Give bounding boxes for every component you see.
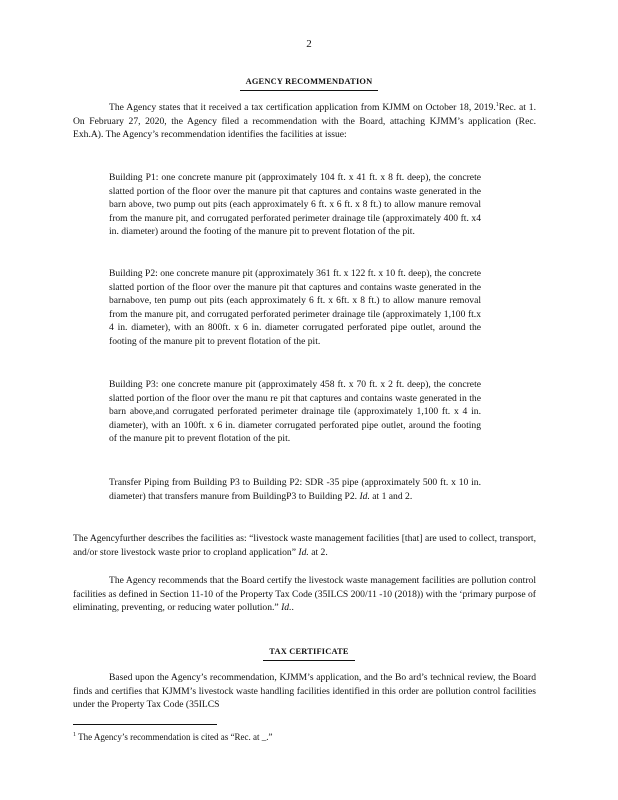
citation-rest: at 2. <box>308 546 328 558</box>
agency-recommends-text: The Agency recommends that the Board certify the livestock waste management facilities are pollution control facilities as defined in Section 11-10 of the Property Tax Code (35ILCS 200/11 -10 (2018)) with the ‘primary purpose of eliminating, preventing, or reducing water pollution.” <box>73 575 536 614</box>
building-p3-block: Building P3: one concrete manure pit (approximately 458 ft. x 70 ft. x 2 ft. deep), the concrete slatted portion of the floor over the manu re pit that captures and contains waste generated in the barn above,and corrugated perforated perimeter drainage tile (approximately 1,100 ft. x 4 in. diameter), with an 100ft. x 6 in. diameter corrugated perforated pipe outlet, around the footing of the manure pit to prevent flotation of the pit. <box>109 379 481 445</box>
agency-recommendation-heading <box>0 75 618 91</box>
intro-text-b: Rec. at 1. On February 27, 2020, the Agency filed a recommendation with the Board, attaching KJMM’s application (Rec. Exh.A). The Agency’s recommendation identifies the facilities at issue: <box>73 102 536 141</box>
footnote-text: The Agency’s recommendation is cited as “Rec. at _.” <box>76 732 273 742</box>
agency-recommends-paragraph <box>73 574 536 615</box>
citation-id: Id. <box>281 602 292 614</box>
footnote-ref: 1 <box>495 101 499 108</box>
building-p1-block: Building P1: one concrete manure pit (approximately 104 ft. x 41 ft. x 8 ft. deep), the concrete slatted portion of the floor over the manure pit that captures and contains waste generated in the barn above, two pump out pits (each approximately 6 ft. x 6 ft. x 8 ft.) to allow manure removal from the manure pit, and corrugated perforated perimeter drainage tile (approximately 400 ft. x4 in. diameter) around the footing of the manure pit to prevent flotation of the pit. <box>109 172 481 238</box>
transfer-piping-text: Transfer Piping from Building P3 to Building P2: SDR -35 pipe (approximately 500 ft. x 10 in. diameter) that transfers manure from BuildingP3 to Building P2. <box>109 477 481 502</box>
tax-heading-text: TAX CERTIFICATE <box>263 645 354 661</box>
facilities-description-text: The Agencyfurther describes the facilities as: “livestock waste management facilities [that] are used to collect, transport, and/or store livestock waste prior to cropland application” <box>73 533 536 558</box>
citation-id: Id. <box>359 490 370 502</box>
citation-rest: at 1 and 2. <box>369 490 413 502</box>
footnote <box>73 731 536 745</box>
footnote-number: 1 <box>73 732 76 738</box>
citation-rest: . <box>291 602 294 614</box>
footnote-divider <box>73 724 217 725</box>
page-number: 2 <box>306 38 312 50</box>
facilities-description-paragraph <box>73 532 536 559</box>
agency-heading-text: AGENCY RECOMMENDATION <box>240 75 379 91</box>
tax-certificate-heading <box>0 645 618 661</box>
building-p2-block: Building P2: one concrete manure pit (approximately 361 ft. x 122 ft. x 10 ft. deep), the concrete slatted portion of the floor over the manure pit that captures and contains waste generated in the barnabove, ten pump out pits (each approximately 6 ft. x 6ft. x 8 ft.) to allow manure removal from the manure pit, and corrugated perforated perimeter drainage tile (approximately 1,100 ft.x 4 in. diameter), with an 800ft. x 6 in. diameter corrugated perforated pipe outlet, around the footing of the manure pit to prevent flotation of the pit. <box>109 268 481 347</box>
transfer-piping-block <box>109 476 481 503</box>
intro-paragraph <box>73 101 536 142</box>
citation-id: Id. <box>298 546 309 558</box>
intro-text-a: The Agency states that it received a tax certification application from KJMM on October 18, 2019. <box>109 102 496 113</box>
board-finding-paragraph: Based upon the Agency’s recommendation, KJMM’s application, and the Bo ard’s technical review, the Board finds and certifies that KJMM’s livestock waste handling facilities identified in this order are pollution control facilities under the Property Tax Code (35ILCS <box>73 672 536 711</box>
